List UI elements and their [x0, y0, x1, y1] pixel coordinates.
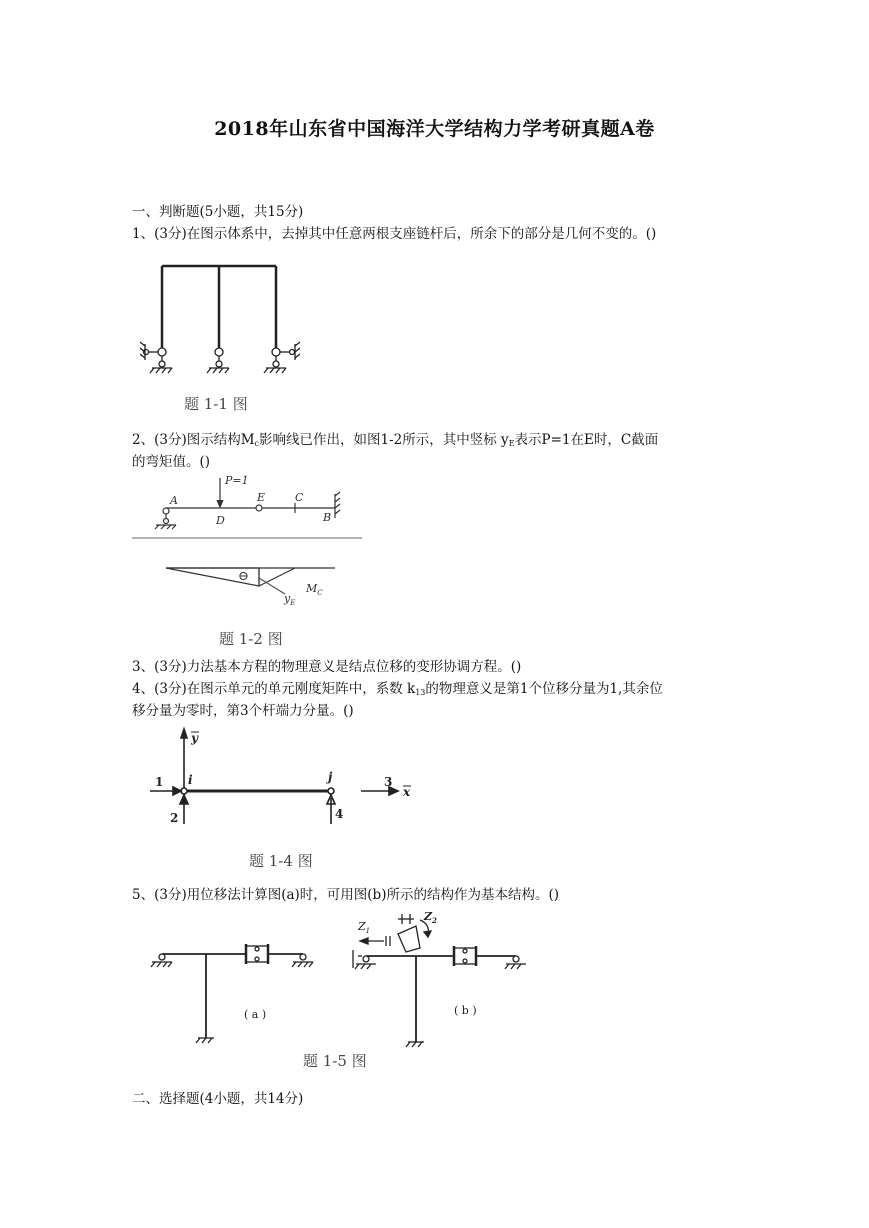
svg-text:i: i	[188, 773, 193, 787]
svg-text:1: 1	[155, 775, 164, 789]
svg-text:( b ): ( b )	[454, 1004, 477, 1017]
page-title: 2018年山东省中国海洋大学结构力学考研真题A卷	[214, 118, 655, 140]
figure-1-2	[130, 474, 370, 614]
question-4-line-1: 4、(3分)在图示单元的单元刚度矩阵中，系数 $k_{13}$的物理意义是第1个位移分量为1,其余位	[132, 681, 663, 697]
question-4-line-2: 移分量为零时，第3个杆端力分量。()	[132, 703, 354, 719]
svg-text:3: 3	[384, 775, 393, 789]
svg-text:MC: $M_C$	[306, 582, 323, 597]
question-2-line-2: 的弯矩值。()	[132, 454, 211, 470]
svg-text:j: j	[328, 770, 333, 784]
question-5: 5、(3分)用位移法计算图(a)时，可用图(b)所示的结构作为基本结构。()	[132, 887, 560, 903]
figure-1-1	[140, 258, 300, 383]
svg-text:A: A	[170, 494, 178, 507]
svg-text:⊖: ⊖	[238, 569, 249, 584]
figure-1-1-caption: 题 1-1 图	[184, 395, 248, 413]
svg-text:C: C	[295, 491, 304, 504]
svg-text:2: 2	[170, 811, 179, 825]
figure-1-4	[145, 726, 425, 836]
svg-text:y: y	[191, 731, 198, 745]
svg-text:P=1: P=1	[225, 474, 249, 487]
svg-text:4: 4	[335, 807, 344, 821]
figure-1-2-caption: 题 1-2 图	[219, 630, 283, 648]
section-heading-judgement: 一、判断题(5小题，共15分)	[132, 204, 304, 220]
question-3: 3、(3分)力法基本方程的物理意义是结点位移的变形协调方程。()	[132, 659, 522, 675]
figure-1-5-caption: 题 1-5 图	[303, 1052, 367, 1070]
svg-text:E: E	[257, 491, 266, 504]
svg-text:D: D	[216, 514, 225, 527]
figure-1-4-caption: 题 1-4 图	[249, 852, 313, 870]
svg-text:Z2: $Z_2$	[424, 910, 437, 925]
section-heading-choice: 二、选择题(4小题，共14分)	[132, 1091, 304, 1107]
figure-1-5	[148, 906, 538, 1066]
svg-text:B: B	[323, 511, 332, 524]
svg-text:yE: $y_E$	[284, 592, 296, 607]
question-1: 1、(3分)在图示体系中，去掉其中任意两根支座链杆后，所余下的部分是几何不变的。()	[132, 226, 657, 242]
svg-text:Z1: $Z_1$	[358, 920, 371, 935]
svg-text:( a ): ( a )	[244, 1008, 267, 1021]
svg-text:x: x	[403, 785, 411, 799]
question-2-line-1: 2、(3分)图示结构$M_c$影响线已作出，如图1-2所示，其中竖标 $y_E$表示P=1在E时，C截面	[132, 432, 659, 448]
